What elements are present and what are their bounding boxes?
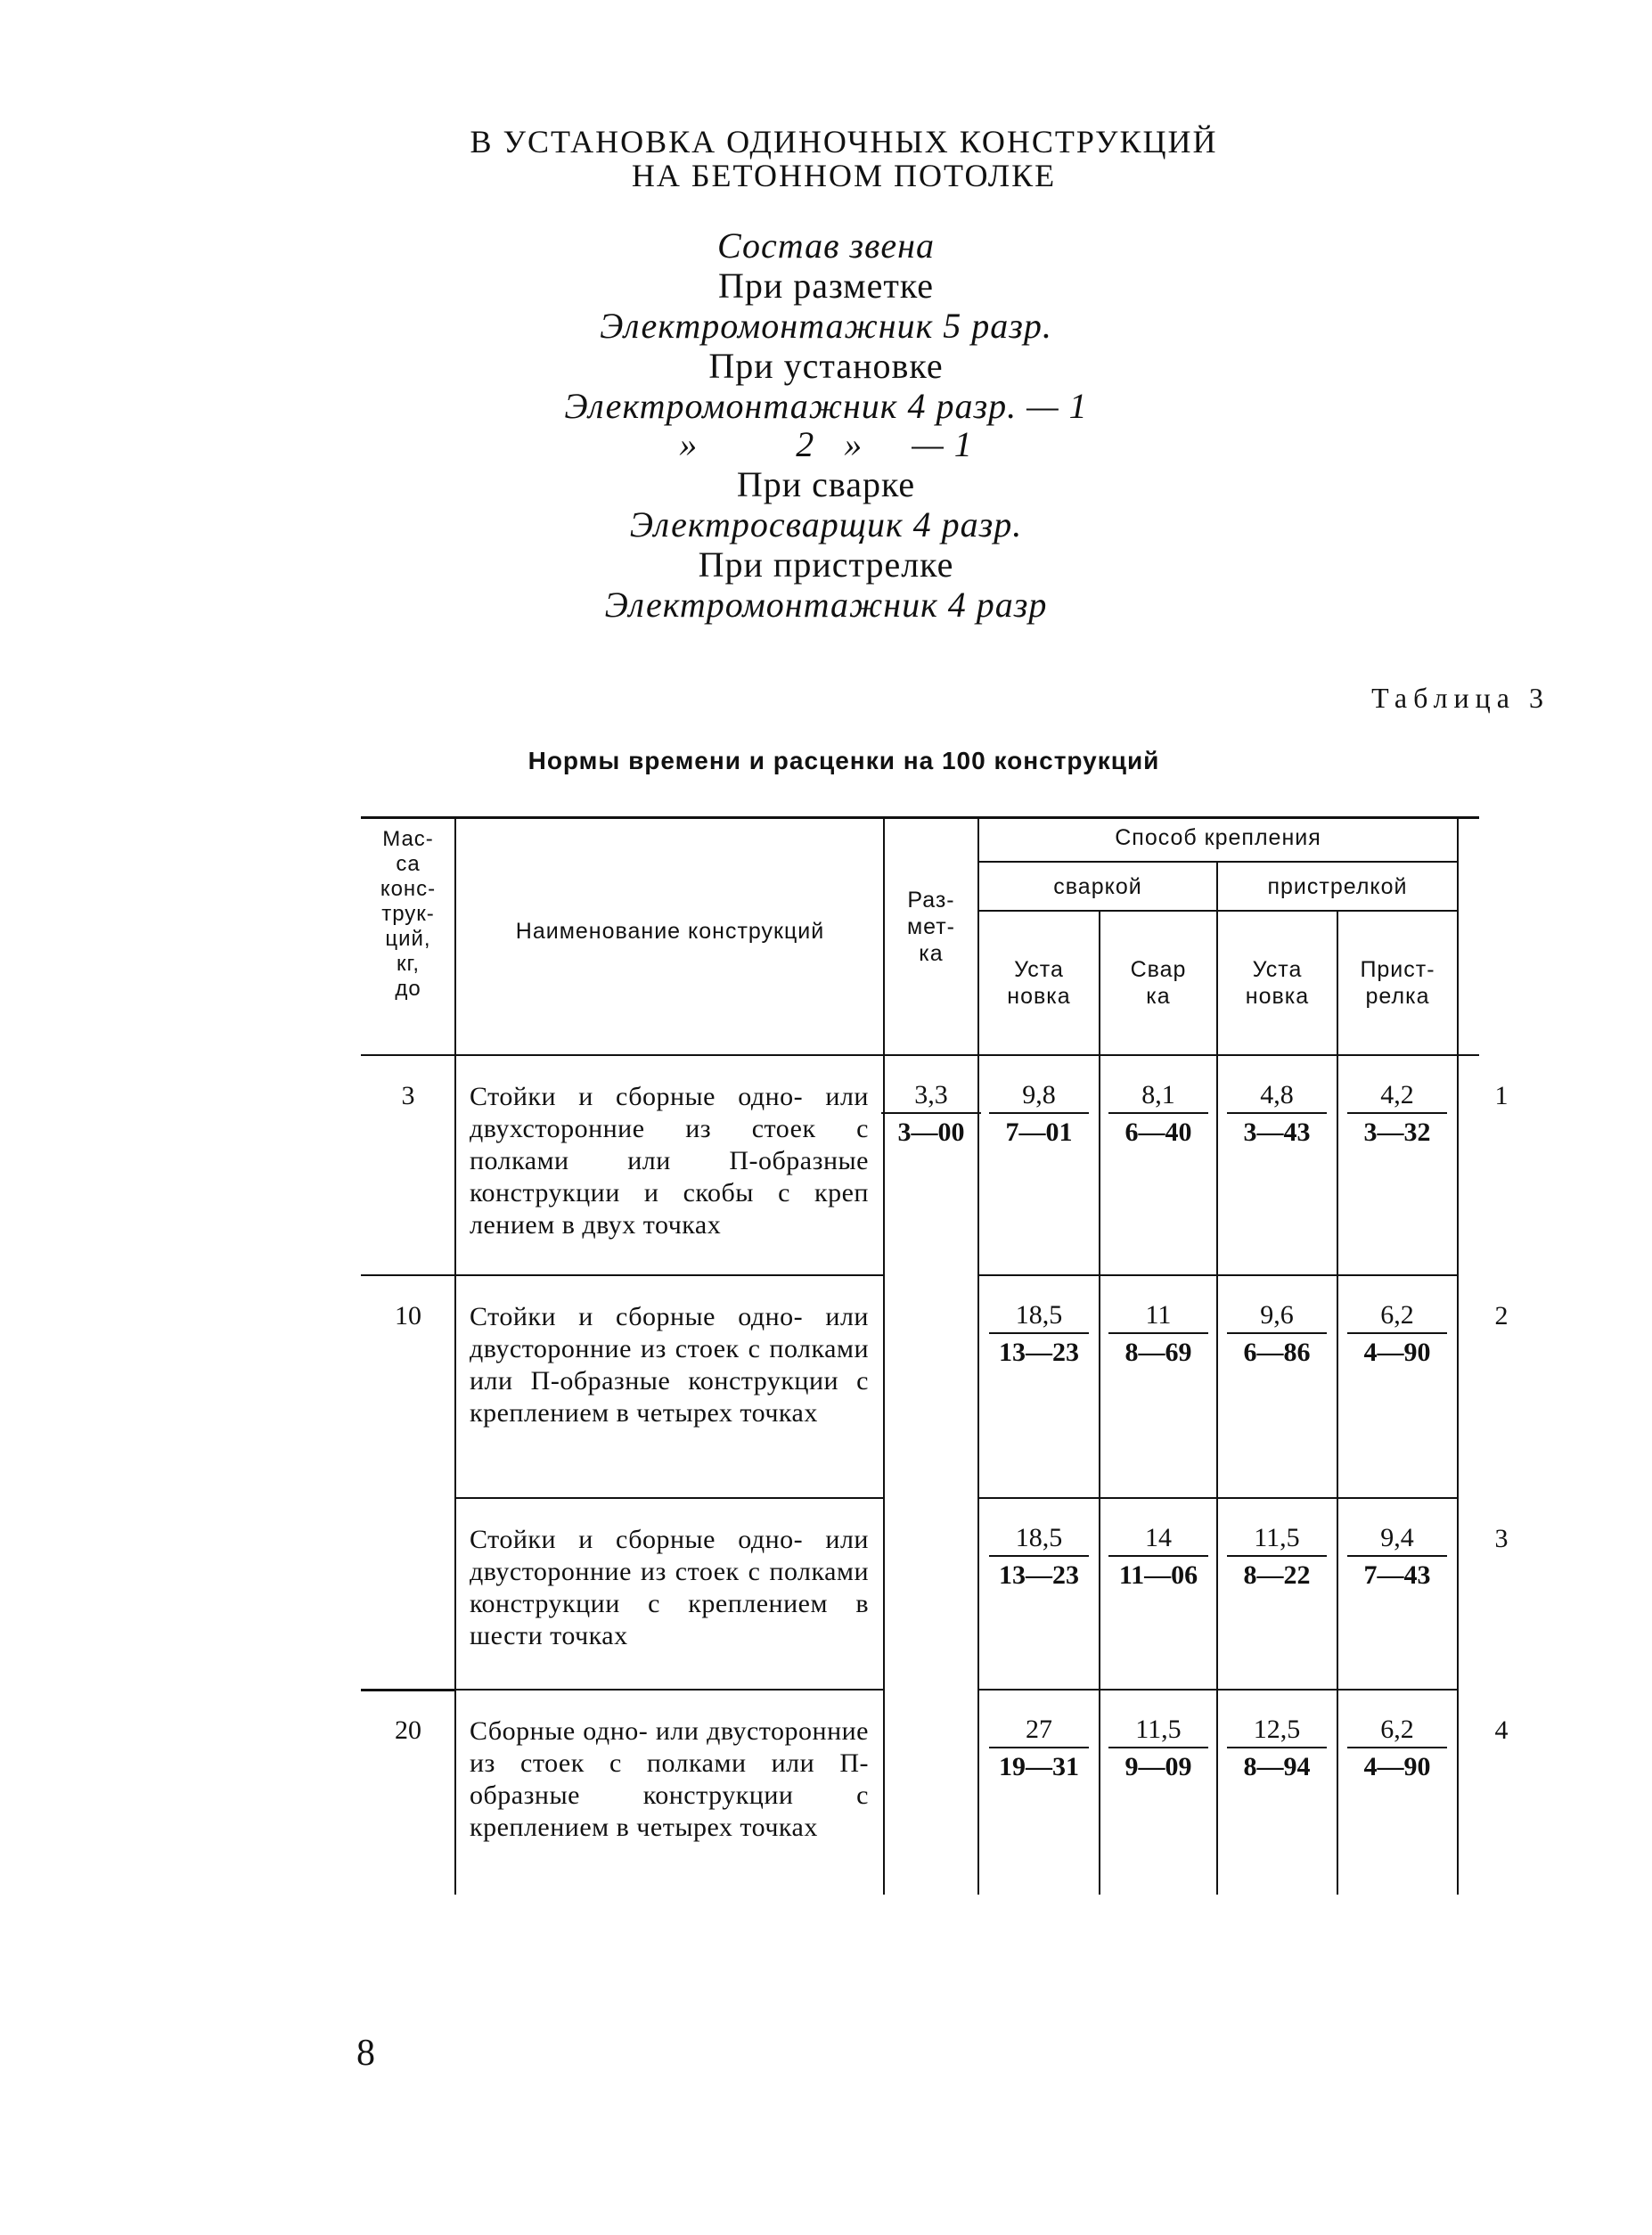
row-w-install-value: $\frac{18,5}{13—23}$ (985, 1300, 1092, 1368)
crew-marking-label: При разметке (717, 266, 935, 306)
crew-install-worker2: » 2 » — 1 (679, 424, 973, 464)
row-w-weld-value: $\frac{8,1}{6—40}$ (1105, 1080, 1212, 1148)
header-method: Способ крепления (1115, 825, 1321, 850)
row-w-install-value: $\frac{18,5}{13—23}$ (985, 1523, 1092, 1591)
row-n-nail-value: $\frac{6,2}{4—90}$ (1344, 1715, 1451, 1782)
row-mass: 20 (395, 1715, 421, 1745)
row-w-weld-value: $\frac{11}{8—69}$ (1105, 1300, 1212, 1368)
header-n-nail: Прист- релка (1360, 957, 1435, 1009)
crew-marking-worker: Электромонтажник 5 разр. (600, 306, 1052, 346)
header-name: Наименование конструкций (515, 919, 825, 944)
row-number: 2 (1494, 1301, 1509, 1330)
row-name: Стойки и сборные одно- или двусторонние из стоек с полками конструкции с креплением в шести точках (470, 1525, 869, 1650)
section-title-line1: В УСТАНОВКА ОДИНОЧНЫХ КОНСТРУКЦИЙ (470, 124, 1218, 160)
header-w-weld: Свар ка (1130, 957, 1187, 1009)
row-mass: 3 (401, 1081, 415, 1110)
row-w-install-value: $\frac{27}{19—31}$ (985, 1715, 1092, 1782)
header-nailing: пристрелкой (1267, 874, 1408, 899)
crew-install-worker1: Электромонтажник 4 разр. — 1 (564, 386, 1088, 426)
header-n-install: Уста новка (1245, 957, 1310, 1009)
page-number: 8 (356, 2033, 375, 2074)
crew-heading: Состав звена (716, 225, 935, 266)
row-n-install-value: $\frac{9,6}{6—86}$ (1223, 1300, 1330, 1368)
row-n-nail-value: $\frac{6,2}{4—90}$ (1344, 1300, 1451, 1368)
row-marking-value: $\frac{3,3}{3—00}$ (878, 1080, 985, 1148)
crew-nailing-worker: Электромонтажник 4 разр (604, 585, 1048, 625)
row-n-nail-value: $\frac{4,2}{3—32}$ (1344, 1080, 1451, 1148)
row-n-install-value: $\frac{11,5}{8—22}$ (1223, 1523, 1330, 1591)
row-n-install-value: $\frac{12,5}{8—94}$ (1223, 1715, 1330, 1782)
row-w-weld-value: $\frac{14}{11—06}$ (1105, 1523, 1212, 1591)
row-number: 3 (1494, 1524, 1509, 1553)
row-name: Сборные одно- или двусторонние из стоек с полками или П-образные конструкции с креплением в четырех точках (470, 1716, 869, 1842)
crew-install-label: При установке (708, 346, 944, 386)
table-number: Таблица 3 (1371, 682, 1550, 714)
crew-welding-worker: Электросварщик 4 разр. (629, 504, 1023, 544)
section-title-line2: НА БЕТОННОМ ПОТОЛКЕ (631, 158, 1057, 193)
header-marking: Раз- мет- ка (906, 888, 956, 966)
header-welding: сваркой (1053, 874, 1142, 899)
crew-nailing-label: При пристрелке (698, 544, 954, 585)
row-mass: 10 (395, 1301, 421, 1330)
row-n-nail-value: $\frac{9,4}{7—43}$ (1344, 1523, 1451, 1591)
row-name: Стойки и сборные одно- или двусторонние из стоек с полками или П-образные конструкции с креплением в четырех точках (470, 1302, 869, 1428)
table-title: Нормы времени и расценки на 100 конструкций (527, 747, 1160, 774)
row-name: Стойки и сборные одно- или двухсторонние из стоек с полками или П-образные конструкции и скобы с креп лением в двух точках (470, 1082, 869, 1240)
row-number: 1 (1494, 1081, 1509, 1110)
row-w-install-value: $\frac{9,8}{7—01}$ (985, 1080, 1092, 1148)
header-mass: Мас- са конс- трук- ций, кг, до (380, 827, 437, 1001)
row-number: 4 (1494, 1715, 1509, 1745)
row-w-weld-value: $\frac{11,5}{9—09}$ (1105, 1715, 1212, 1782)
header-w-install: Уста новка (1007, 957, 1071, 1009)
crew-welding-label: При сварке (736, 464, 916, 504)
row-n-install-value: $\frac{4,8}{3—43}$ (1223, 1080, 1330, 1148)
